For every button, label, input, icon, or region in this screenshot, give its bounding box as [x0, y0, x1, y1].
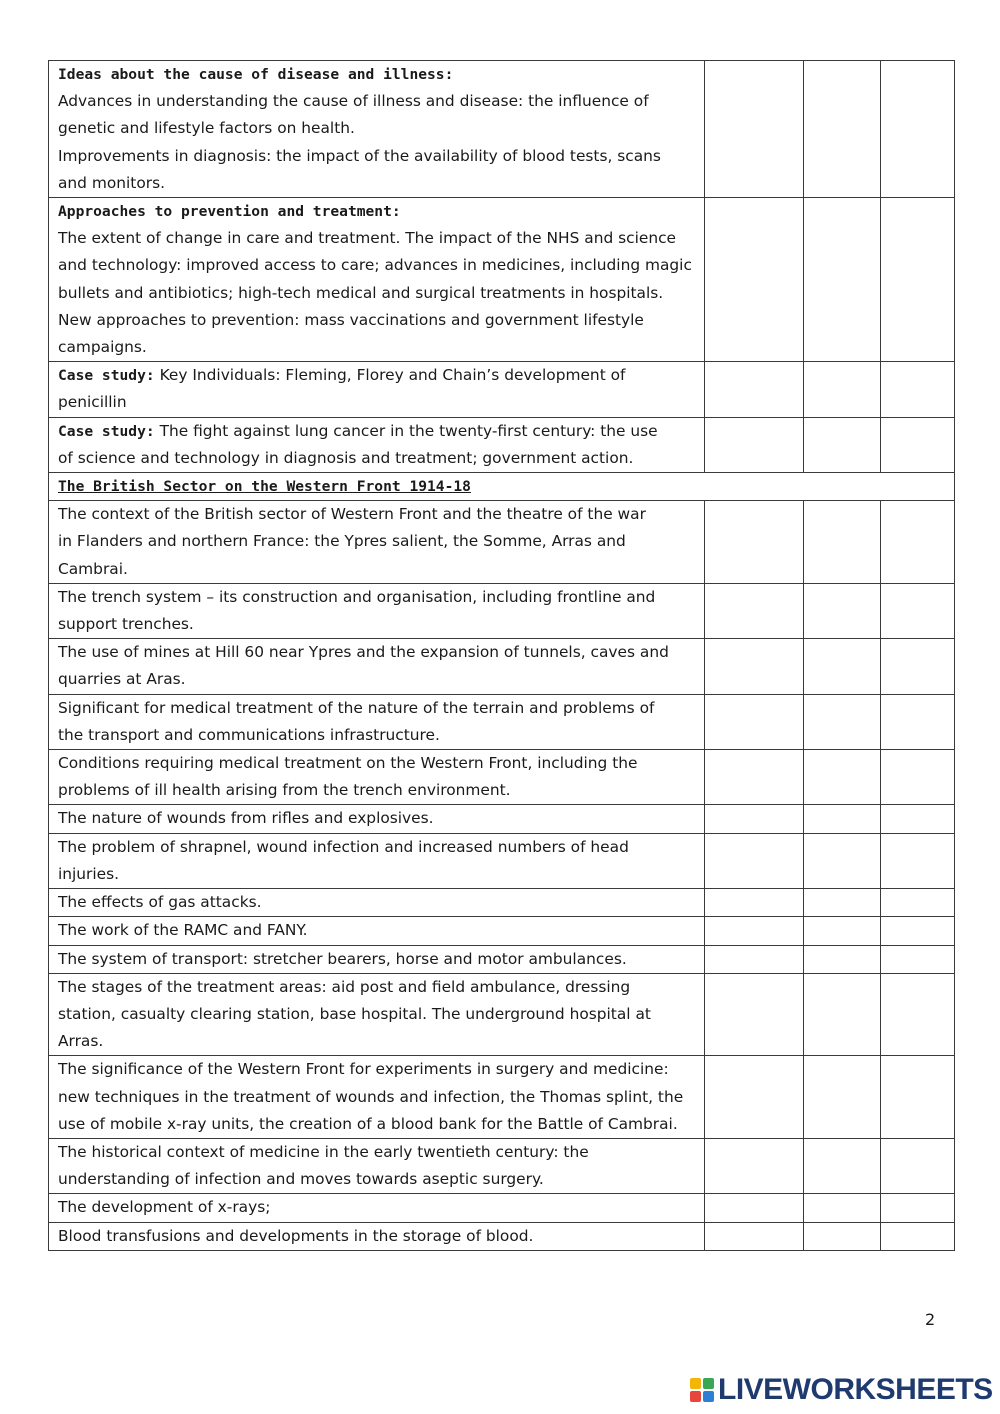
topic-cell	[49, 833, 705, 888]
logo-square	[703, 1378, 714, 1389]
rag-box-1[interactable]	[705, 198, 804, 362]
topic-cell	[49, 362, 705, 417]
topic-text-line: The effects of gas attacks.	[58, 893, 262, 912]
liveworksheets-icon	[690, 1378, 714, 1402]
topic-text-line: bullets and antibiotics; high-tech medical and surgical treatments in hospitals.	[58, 283, 664, 302]
topic-text-line: campaigns.	[58, 338, 147, 357]
topic-cell	[49, 973, 705, 1056]
topic-text-line: The nature of wounds from rifles and explosives.	[58, 809, 434, 828]
table-row	[49, 750, 955, 805]
brand-text: LIVEWORKSHEETS	[718, 1373, 993, 1406]
table-row	[49, 805, 955, 833]
topic-text-line: station, casualty clearing station, base hospital. The underground hospital at	[58, 1004, 651, 1023]
topic-text-line: genetic and lifestyle factors on health.	[58, 119, 355, 138]
table-row	[49, 501, 955, 584]
checklist-table	[48, 60, 955, 1251]
page-number: 2	[925, 1310, 936, 1329]
topic-cell	[49, 417, 705, 472]
rag-box-3[interactable]	[881, 917, 955, 945]
rag-box-2[interactable]	[804, 639, 881, 694]
logo-square	[703, 1391, 714, 1402]
topic-text-line: Cambrai.	[58, 559, 128, 578]
rag-box-1[interactable]	[705, 1194, 804, 1222]
table-row	[49, 61, 955, 198]
rag-box-2[interactable]	[804, 1194, 881, 1222]
rag-box-1[interactable]	[705, 417, 804, 472]
logo-square	[690, 1378, 701, 1389]
table-row	[49, 1056, 955, 1139]
topic-text-line: injuries.	[58, 864, 120, 883]
rag-box-1[interactable]	[705, 833, 804, 888]
topic-text-line: The problem of shrapnel, wound infection and increased numbers of head	[58, 837, 629, 856]
rag-box-3[interactable]	[881, 583, 955, 638]
topic-heading: Ideas about the cause of disease and illness:	[58, 66, 454, 83]
rag-box-1[interactable]	[705, 61, 804, 198]
rag-box-2[interactable]	[804, 833, 881, 888]
rag-box-1[interactable]	[705, 694, 804, 749]
rag-box-1[interactable]	[705, 1222, 804, 1250]
rag-box-2[interactable]	[804, 973, 881, 1056]
topic-cell	[49, 61, 705, 198]
rag-box-1[interactable]	[705, 362, 804, 417]
rag-box-2[interactable]	[804, 1138, 881, 1193]
rag-box-3[interactable]	[881, 1222, 955, 1250]
case-study-line	[58, 418, 695, 445]
table-row	[49, 417, 955, 472]
table-row	[49, 1194, 955, 1222]
rag-box-3[interactable]	[881, 362, 955, 417]
rag-box-1[interactable]	[705, 583, 804, 638]
table-row	[49, 973, 955, 1056]
topic-cell	[49, 889, 705, 917]
topic-cell	[49, 917, 705, 945]
rag-box-3[interactable]	[881, 1138, 955, 1193]
topic-cell	[49, 945, 705, 973]
rag-box-2[interactable]	[804, 750, 881, 805]
rag-box-3[interactable]	[881, 61, 955, 198]
topic-cell	[49, 1056, 705, 1139]
logo-square	[690, 1391, 701, 1402]
topic-text-line: support trenches.	[58, 615, 194, 634]
topic-text-line: New approaches to prevention: mass vaccinations and government lifestyle	[58, 310, 644, 329]
rag-box-1[interactable]	[705, 917, 804, 945]
topic-text-line: The development of x-rays;	[58, 1198, 271, 1217]
topic-text-line: use of mobile x-ray units, the creation of a blood bank for the Battle of Cambrai.	[58, 1114, 678, 1133]
table-row	[49, 694, 955, 749]
rag-box-3[interactable]	[881, 889, 955, 917]
topic-text-line: Arras.	[58, 1032, 104, 1051]
topic-text-line: Advances in understanding the cause of illness and disease: the influence of	[58, 92, 649, 111]
rag-box-3[interactable]	[881, 694, 955, 749]
topic-cell	[49, 694, 705, 749]
rag-box-3[interactable]	[881, 639, 955, 694]
rag-box-3[interactable]	[881, 750, 955, 805]
topic-text-line: The context of the British sector of Western Front and the theatre of the war	[58, 505, 646, 524]
topic-text-line: Significant for medical treatment of the nature of the terrain and problems of	[58, 698, 655, 717]
rag-box-2[interactable]	[804, 805, 881, 833]
topic-cell	[49, 639, 705, 694]
rag-box-2[interactable]	[804, 362, 881, 417]
rag-box-3[interactable]	[881, 1056, 955, 1139]
section-row	[49, 473, 955, 501]
rag-box-2[interactable]	[804, 889, 881, 917]
table-row	[49, 833, 955, 888]
rag-box-3[interactable]	[881, 945, 955, 973]
topic-text-line: The significance of the Western Front for experiments in surgery and medicine:	[58, 1060, 669, 1079]
rag-box-3[interactable]	[881, 805, 955, 833]
topic-text-line: in Flanders and northern France: the Ypres salient, the Somme, Arras and	[58, 532, 626, 551]
topic-cell	[49, 198, 705, 362]
rag-box-3[interactable]	[881, 973, 955, 1056]
topic-cell	[49, 750, 705, 805]
topic-text-line: Improvements in diagnosis: the impact of the availability of blood tests, scans	[58, 146, 661, 165]
table-row	[49, 198, 955, 362]
topic-cell	[49, 583, 705, 638]
topic-text-line: The historical context of medicine in the early twentieth century: the	[58, 1142, 589, 1161]
section-cell	[49, 473, 955, 501]
topic-cell	[49, 805, 705, 833]
topic-cell	[49, 1222, 705, 1250]
rag-box-2[interactable]	[804, 917, 881, 945]
topic-text-line: The stages of the treatment areas: aid post and field ambulance, dressing	[58, 977, 631, 996]
case-study-label: Case study:	[58, 367, 155, 385]
rag-box-1[interactable]	[705, 973, 804, 1056]
rag-box-2[interactable]	[804, 694, 881, 749]
rag-box-1[interactable]	[705, 639, 804, 694]
case-study-text: The fight against lung cancer in the twenty-first century: the use	[159, 421, 658, 440]
topic-text-line: and technology: improved access to care; advances in medicines, including magic	[58, 256, 692, 275]
topic-text-line: The trench system – its construction and organisation, including frontline and	[58, 587, 656, 606]
table-row	[49, 362, 955, 417]
table-row	[49, 889, 955, 917]
topic-cell	[49, 1194, 705, 1222]
topic-text-line: of science and technology in diagnosis and treatment; government action.	[58, 448, 634, 467]
case-study-text: Key Individuals: Fleming, Florey and Chain’s development of	[159, 366, 626, 385]
rag-box-2[interactable]	[804, 1222, 881, 1250]
rag-box-1[interactable]	[705, 750, 804, 805]
topic-text-line: Conditions requiring medical treatment on the Western Front, including the	[58, 754, 638, 773]
table-row	[49, 583, 955, 638]
topic-heading: Approaches to prevention and treatment:	[58, 203, 401, 221]
liveworksheets-logo	[690, 1374, 993, 1406]
topic-text-line: problems of ill health arising from the trench environment.	[58, 781, 511, 800]
topic-text-line: The extent of change in care and treatment. The impact of the NHS and science	[58, 229, 677, 248]
rag-box-3[interactable]	[881, 833, 955, 888]
rag-box-2[interactable]	[804, 198, 881, 362]
table-row	[49, 917, 955, 945]
topic-text-line: understanding of infection and moves towards aseptic surgery.	[58, 1170, 544, 1189]
rag-box-3[interactable]	[881, 1194, 955, 1222]
rag-box-1[interactable]	[705, 945, 804, 973]
rag-box-3[interactable]	[881, 198, 955, 362]
topic-text-line: the transport and communications infrastructure.	[58, 725, 440, 744]
topic-cell	[49, 1138, 705, 1193]
table-row	[49, 1222, 955, 1250]
rag-box-1[interactable]	[705, 501, 804, 584]
topic-text-line: and monitors.	[58, 173, 165, 192]
rag-box-2[interactable]	[804, 583, 881, 638]
rag-box-2[interactable]	[804, 417, 881, 472]
table-row	[49, 1138, 955, 1193]
topic-text-line: The use of mines at Hill 60 near Ypres and the expansion of tunnels, caves and	[58, 643, 669, 662]
case-study-line	[58, 362, 695, 389]
rag-box-2[interactable]	[804, 501, 881, 584]
table-row	[49, 639, 955, 694]
rag-box-2[interactable]	[804, 61, 881, 198]
topic-text-line: Blood transfusions and developments in the storage of blood.	[58, 1226, 534, 1245]
topic-cell	[49, 501, 705, 584]
topic-text-line: The system of transport: stretcher bearers, horse and motor ambulances.	[58, 949, 627, 968]
rag-box-2[interactable]	[804, 945, 881, 973]
rag-box-2[interactable]	[804, 1056, 881, 1139]
rag-box-1[interactable]	[705, 1138, 804, 1193]
topic-text-line: The work of the RAMC and FANY.	[58, 921, 308, 940]
rag-box-3[interactable]	[881, 501, 955, 584]
case-study-label: Case study:	[58, 422, 155, 440]
topic-text-line: quarries at Aras.	[58, 670, 186, 689]
topic-text-line: new techniques in the treatment of wounds and infection, the Thomas splint, the	[58, 1087, 684, 1106]
section-title: The British Sector on the Western Front 1914-18	[58, 478, 471, 496]
topic-text-line: penicillin	[58, 393, 127, 412]
rag-box-3[interactable]	[881, 417, 955, 472]
rag-box-1[interactable]	[705, 805, 804, 833]
checklist-body	[49, 61, 955, 1251]
rag-box-1[interactable]	[705, 1056, 804, 1139]
rag-box-1[interactable]	[705, 889, 804, 917]
table-row	[49, 945, 955, 973]
